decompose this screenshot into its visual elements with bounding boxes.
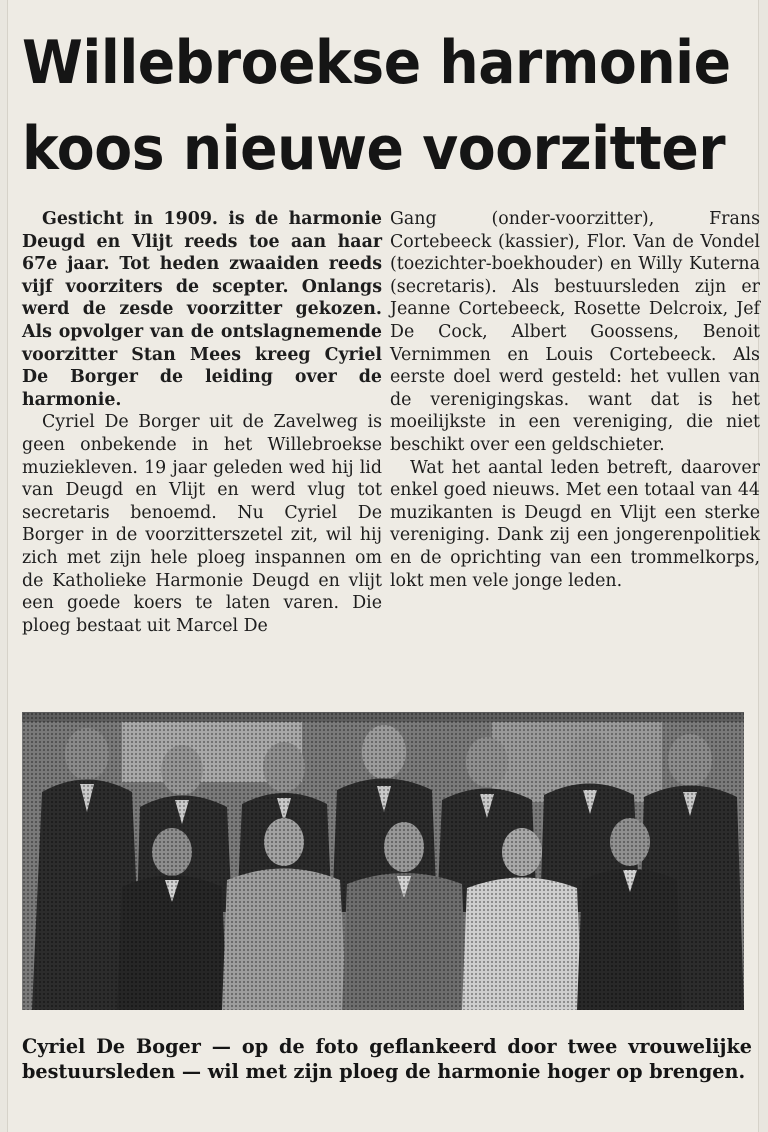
lead-paragraph: Gesticht in 1909. is de harmonie Deugd en Vlijt reeds toe aan haar 67e jaar. Tot heden zwaaiden reeds vijf voorziters de scepter. Onlangs werd de zesde voorzitter gekozen. Als opvolger van de ontslagnemende voorzitter Stan Mees kreeg Cyriel De Borger de leiding over de harmonie. (22, 209, 382, 410)
group-photo (22, 712, 744, 1010)
photo-caption: Cyriel De Boger — op de foto geflankeerd door twee vrouwelijke bestuursleden — wil met zijn ploeg de harmonie hoger op brengen. (22, 1035, 752, 1083)
article-column-right (390, 208, 760, 592)
group-photo-image (22, 712, 744, 1010)
article-column-left (22, 208, 382, 637)
headline-line-1: Willebroekse harmonie (22, 28, 731, 98)
body-paragraph: Cyriel De Borger uit de Zavelweg is geen onbekende in het Willebroekse muziekleven. 19 jaar geleden wed hij lid van Deugd en Vlijt en werd vlug tot secretaris benoemd. Nu Cyriel De Borger in de voorzitterszetel zit, wil hij zich met zijn hele ploeg inspannen om de Katholieke Harmonie Deugd en vlijt een goede koers te laten varen. Die ploeg bestaat uit Marcel De (22, 412, 382, 636)
body-paragraph: Wat het aantal leden betreft, daarover enkel goed nieuws. Met een totaal van 44 muzikanten is Deugd en Vlijt een sterke vereniging. Dank zij een jongerenpolitiek en de oprichting van een trommelkorps, lokt men vele jonge leden. (390, 457, 760, 591)
headline (22, 20, 731, 192)
headline-line-2: koos nieuwe voorzitter (22, 114, 726, 184)
body-paragraph-continued: Gang (onder-voorzitter), Frans Cortebeeck (kassier), Flor. Van de Vondel (toezichter-boekhouder) en Willy Kuterna (secretaris). Als bestuursleden zijn er Jeanne Cortebeeck, Rosette Delcroix, Jef De Cock, Albert Goossens, Benoit Vernimmen en Louis Cortebeeck. Als eerste doel werd gesteld: het vullen van de verenigingskas. want dat is het moeilijkste in een vereniging, die niet beschikt over een geldschieter. (390, 209, 760, 455)
